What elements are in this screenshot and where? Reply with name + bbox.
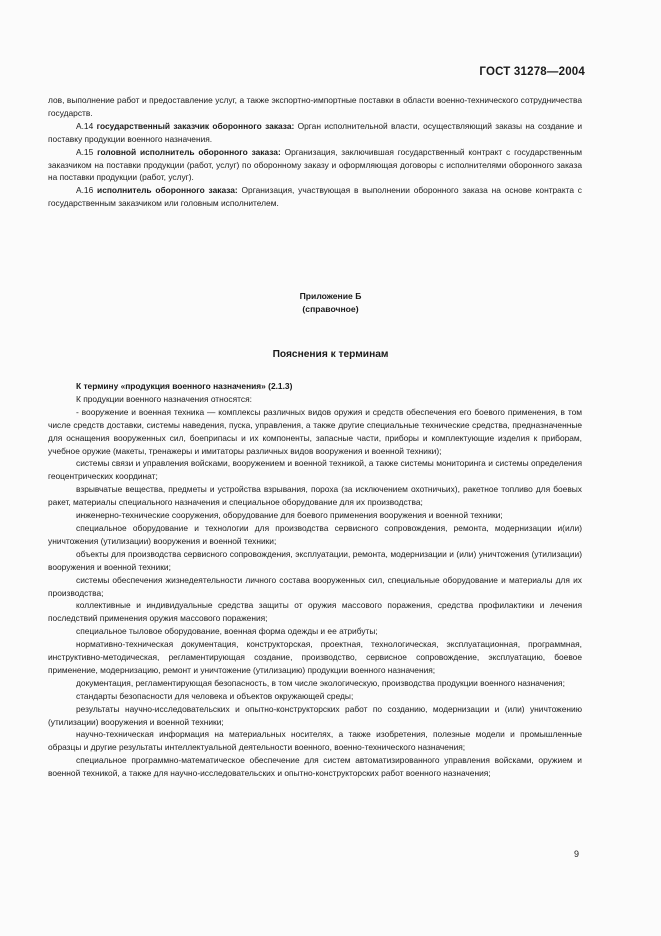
appendix-heading [0,290,661,316]
definition-number: А.14 [76,120,97,131]
list-item: специальное оборудование и технологии для производства сервисного сопровождения, ремонта, модернизации и(или) уничтожения (утилизации) вооружения и военной техники; [48,522,582,546]
definitions-block [48,94,582,210]
explanations-block [48,380,582,780]
list-item: результаты научно-исследовательских и опытно-конструкторских работ по созданию, модернизации и (или) уничтожению (утилизации) вооружения и военной техники; [48,703,582,727]
list-item: - вооружение и военная техника — комплексы различных видов оружия и средств обеспечения его боевого применения, в том числе средств доставки, системы наведения, пуска, управления, а также другие специальные технические средства, предназначенные для оснащения вооруженных сил, боеприпасы и их компоненты, запасные части, приборы и комплектующие изделия к приборам, учебное оружие (макеты, тренажеры и имитаторы различных видов вооружения и военной техники); [48,406,582,456]
definition-text: Организация, участвующая в выполнении оборонного заказа на основе контракта с государственным заказчиком или головным исполнителем. [48,185,582,209]
definition-text: Орган исполнительной власти, осуществляющий заказы на создание и поставку продукции военного назначения. [48,120,582,144]
list-item: объекты для производства сервисного сопровождения, эксплуатации, ремонта, модернизации и (или) уничтожения (утилизации) вооружения и военной техники; [48,548,582,572]
definition-text: Организация, заключившая государственный контракт с государственным заказчиком на поставки продукции (работ, услуг) по оборонному заказу и оформляющая договоры с исполнителями оборонного заказа на поставки продукции (работ, услуг). [48,146,582,183]
paragraph-continuation: лов, выполнение работ и предоставление услуг, а также экспортно-импортные поставки в области военно-технического сотрудничества государств. [48,95,582,118]
definition-a16 [48,184,582,210]
list-item: инженерно-технические сооружения, оборудование для боевого применения вооружения и военной техники; [76,510,503,521]
list-item: специальное тыловое оборудование, военная форма одежды и ее атрибуты; [76,626,378,637]
definition-number: А.16 [76,185,98,196]
page-number: 9 [574,849,580,859]
definition-term: государственный заказчик оборонного заказа: [96,120,295,131]
list-item: нормативно-техническая документация, конструкторская, проектная, технологическая, эксплуатационная, программная, инструктивно-методическая, регламентирующая создание, производство, сервисное сопровождение, эксплуатацию, боевое применение, модернизацию, ремонт и уничтожение (утилизацию) продукции военного назначения; [48,639,582,675]
definition-term: головной исполнитель оборонного заказа: [97,146,281,157]
definition-a14 [48,120,582,146]
term-heading: К термину «продукция военного назначения» (2.1.3) [76,381,293,391]
section-title: Пояснения к терминам [272,349,389,360]
definition-number: А.15 [76,146,98,157]
list-item: системы обеспечения жизнедеятельности личного состава вооруженных сил, специальные оборудование и материалы для их производства; [48,574,582,598]
list-item: коллективные и индивидуальные средства защиты от оружия массового поражения, средства профилактики и лечения последствий применения оружия массового поражения; [48,600,582,624]
list-item: документация, регламентирующая безопасность, в том числе экологическую, производства продукции военного назначения; [76,677,565,688]
list-item: научно-техническая информация на материальных носителях, а также изобретения, полезные модели и промышленные образцы и другие результаты интеллектуальной деятельности военного, военно-технического назначения; [48,729,582,753]
list-item: специальное программно-математическое обеспечение для систем автоматизированного управления войсками, оружием и военной техникой, а также для научно-исследовательских и опытно-конструкторских работ военного назначения; [48,755,582,779]
definition-term: исполнитель оборонного заказа: [97,185,238,196]
list-item: взрывчатые вещества, предметы и устройства взрывания, пороха (за исключением охотничьих), ракетное топливо для боевых ракет, материалы специального назначения и специальное оборудование для их производства; [48,484,582,508]
definition-a15 [48,146,582,185]
appendix-subtitle: (справочное) [302,304,359,314]
appendix-title: Приложение Б [299,291,362,301]
document-header-id: ГОСТ 31278—2004 [479,66,585,78]
list-item: стандарты безопасности для человека и объектов окружающей среды; [76,690,354,701]
list-item: системы связи и управления войсками, вооружением и военной техникой, а также системы мониторинга и системы определения геоцентрических координат; [48,458,582,482]
intro-paragraph: К продукции военного назначения относятся: [76,393,252,404]
